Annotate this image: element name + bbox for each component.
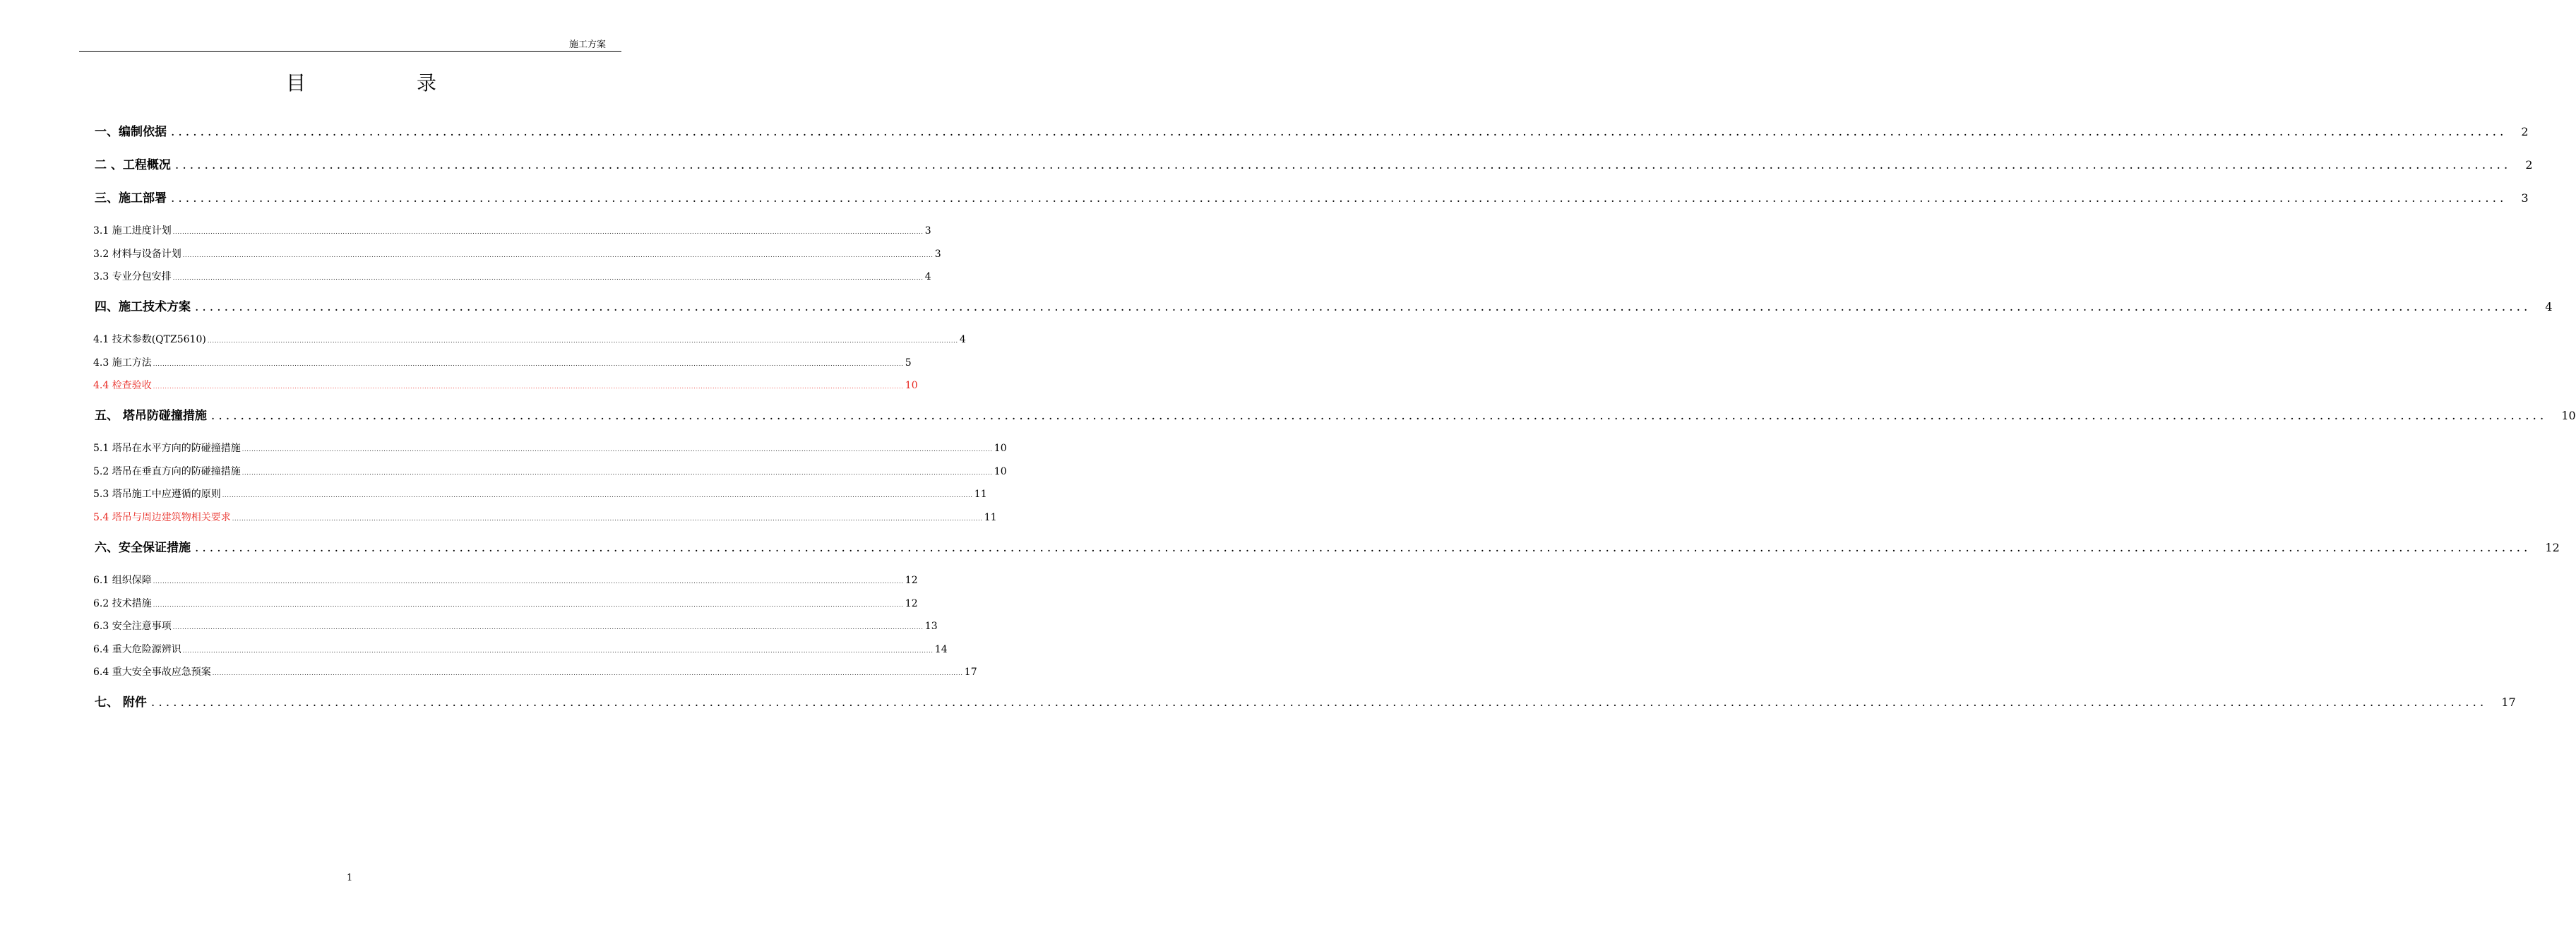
toc-entry-s43[interactable] bbox=[93, 356, 912, 370]
toc-leader: .............................................................................................................................................................................................................................................................................................................................. bbox=[182, 252, 934, 258]
toc-page: 3 bbox=[2521, 191, 2529, 205]
toc-label: 一、编制依据 bbox=[95, 125, 167, 139]
toc-page: 17 bbox=[964, 667, 977, 678]
toc-entry-s33[interactable] bbox=[93, 270, 931, 284]
toc-entry-s54[interactable] bbox=[93, 511, 997, 525]
toc-entry-s4[interactable] bbox=[95, 299, 2553, 316]
toc-page: 2 bbox=[2525, 158, 2533, 172]
toc-leader: .............................................................................................................................................................................................................................................................................................................................. bbox=[212, 670, 963, 676]
footer-page-number: 1 bbox=[347, 873, 353, 883]
toc-page: 5 bbox=[905, 357, 912, 369]
toc-label: 6.3 安全注意事项 bbox=[93, 621, 172, 632]
toc-page: 14 bbox=[934, 644, 948, 655]
toc-page: 10 bbox=[2561, 409, 2576, 422]
toc-leader: .............................................................................................................................................................................................................................................................................................................................. bbox=[172, 275, 924, 281]
toc-leader: .............................................................................................................................................................................................................................................................................................................................. bbox=[171, 125, 2508, 139]
toc-label: 3.1 施工进度计划 bbox=[93, 225, 172, 237]
toc-entry-s5[interactable] bbox=[95, 407, 2576, 424]
toc-title-part1: 目 bbox=[286, 71, 306, 95]
toc-leader: .............................................................................................................................................................................................................................................................................................................................. bbox=[232, 515, 983, 522]
toc-label: 4.3 施工方法 bbox=[93, 357, 152, 369]
toc-leader: .............................................................................................................................................................................................................................................................................................................................. bbox=[153, 383, 904, 390]
toc-label: 4.1 技术参数(QTZ5610) bbox=[93, 334, 206, 345]
toc-page: 12 bbox=[905, 598, 918, 609]
toc-title-part2: 录 bbox=[417, 71, 437, 95]
toc-page: 3 bbox=[924, 225, 931, 237]
toc-entry-s52[interactable] bbox=[93, 465, 1007, 479]
toc-entry-s62[interactable] bbox=[93, 597, 918, 611]
toc-entry-s64b[interactable] bbox=[93, 665, 977, 679]
toc-label: 三、施工部署 bbox=[95, 191, 167, 205]
toc-page: 10 bbox=[905, 380, 918, 391]
toc-page: 11 bbox=[974, 489, 987, 500]
toc-label: 二 、工程概况 bbox=[95, 158, 171, 172]
toc-entry-s7[interactable] bbox=[95, 694, 2516, 711]
toc-entry-s53[interactable] bbox=[93, 487, 987, 501]
toc-leader: .............................................................................................................................................................................................................................................................................................................................. bbox=[195, 541, 2532, 555]
toc-page: 4 bbox=[959, 334, 966, 345]
toc-page: 2 bbox=[2521, 125, 2529, 138]
toc-label: 6.4 重大安全事故应急预案 bbox=[93, 667, 211, 678]
toc-label: 5.2 塔吊在垂直方向的防碰撞措施 bbox=[93, 466, 241, 477]
toc-page: 4 bbox=[924, 271, 931, 282]
toc-label: 3.3 专业分包安排 bbox=[93, 271, 172, 282]
toc-page: 13 bbox=[924, 621, 938, 632]
toc-leader: .............................................................................................................................................................................................................................................................................................................................. bbox=[242, 470, 993, 476]
toc-page: 10 bbox=[994, 443, 1007, 454]
toc-page: 10 bbox=[994, 466, 1007, 477]
toc-label: 六、安全保证措施 bbox=[95, 541, 191, 555]
toc-page: 11 bbox=[984, 512, 997, 523]
toc-entry-s61[interactable] bbox=[93, 573, 918, 587]
toc-leader: .............................................................................................................................................................................................................................................................................................................................. bbox=[222, 492, 973, 499]
toc-leader: .............................................................................................................................................................................................................................................................................................................................. bbox=[172, 624, 924, 631]
toc-entry-s51[interactable] bbox=[93, 441, 1007, 455]
toc-leader: .............................................................................................................................................................................................................................................................................................................................. bbox=[153, 578, 904, 585]
toc-entry-s63[interactable] bbox=[93, 619, 938, 633]
toc-label: 5.1 塔吊在水平方向的防碰撞措施 bbox=[93, 443, 241, 454]
toc-leader: .............................................................................................................................................................................................................................................................................................................................. bbox=[172, 229, 924, 235]
toc-page: 4 bbox=[2545, 300, 2553, 314]
header-text: 施工方案 bbox=[569, 40, 607, 50]
toc-label: 5.3 塔吊施工中应遵循的原则 bbox=[93, 489, 221, 500]
toc-entry-s44[interactable] bbox=[93, 378, 918, 393]
toc-page: 3 bbox=[934, 249, 941, 260]
toc-leader: .............................................................................................................................................................................................................................................................................................................................. bbox=[150, 696, 2488, 710]
toc-leader: .............................................................................................................................................................................................................................................................................................................................. bbox=[153, 602, 904, 608]
toc-entry-s3[interactable] bbox=[95, 190, 2529, 207]
toc-leader: .............................................................................................................................................................................................................................................................................................................................. bbox=[210, 409, 2548, 423]
toc-label: 6.1 组织保障 bbox=[93, 575, 152, 586]
toc-entry-s31[interactable] bbox=[93, 224, 931, 238]
toc-page: 12 bbox=[905, 575, 918, 586]
toc-entry-s1[interactable] bbox=[95, 124, 2529, 141]
toc-label: 6.2 技术措施 bbox=[93, 598, 152, 609]
toc-entry-s6[interactable] bbox=[95, 539, 2560, 556]
toc-page: 12 bbox=[2545, 541, 2560, 554]
toc-leader: .............................................................................................................................................................................................................................................................................................................................. bbox=[153, 361, 904, 367]
toc-leader: .............................................................................................................................................................................................................................................................................................................................. bbox=[182, 647, 934, 654]
toc-label: 4.4 检查验收 bbox=[93, 380, 152, 391]
toc-leader: .............................................................................................................................................................................................................................................................................................................................. bbox=[174, 158, 2512, 172]
toc-page: 17 bbox=[2501, 696, 2516, 709]
toc-label: 五、 塔吊防碰撞措施 bbox=[95, 409, 207, 423]
toc-label: 5.4 塔吊与周边建筑物相关要求 bbox=[93, 512, 231, 523]
toc-leader: .............................................................................................................................................................................................................................................................................................................................. bbox=[242, 446, 993, 453]
toc-entry-s2[interactable] bbox=[95, 157, 2533, 174]
toc-label: 四、施工技术方案 bbox=[95, 300, 191, 314]
toc-entry-s32[interactable] bbox=[93, 247, 941, 261]
toc-leader: .............................................................................................................................................................................................................................................................................................................................. bbox=[195, 300, 2532, 314]
toc-label: 七、 附件 bbox=[95, 696, 147, 710]
toc-entry-s64a[interactable] bbox=[93, 643, 948, 657]
toc-leader: .............................................................................................................................................................................................................................................................................................................................. bbox=[171, 191, 2508, 205]
toc-entry-s41[interactable] bbox=[93, 333, 966, 347]
toc-label: 3.2 材料与设备计划 bbox=[93, 249, 181, 260]
toc-label: 6.4 重大危险源辨识 bbox=[93, 644, 181, 655]
toc-leader: .............................................................................................................................................................................................................................................................................................................................. bbox=[207, 338, 958, 344]
header-rule bbox=[79, 51, 621, 52]
